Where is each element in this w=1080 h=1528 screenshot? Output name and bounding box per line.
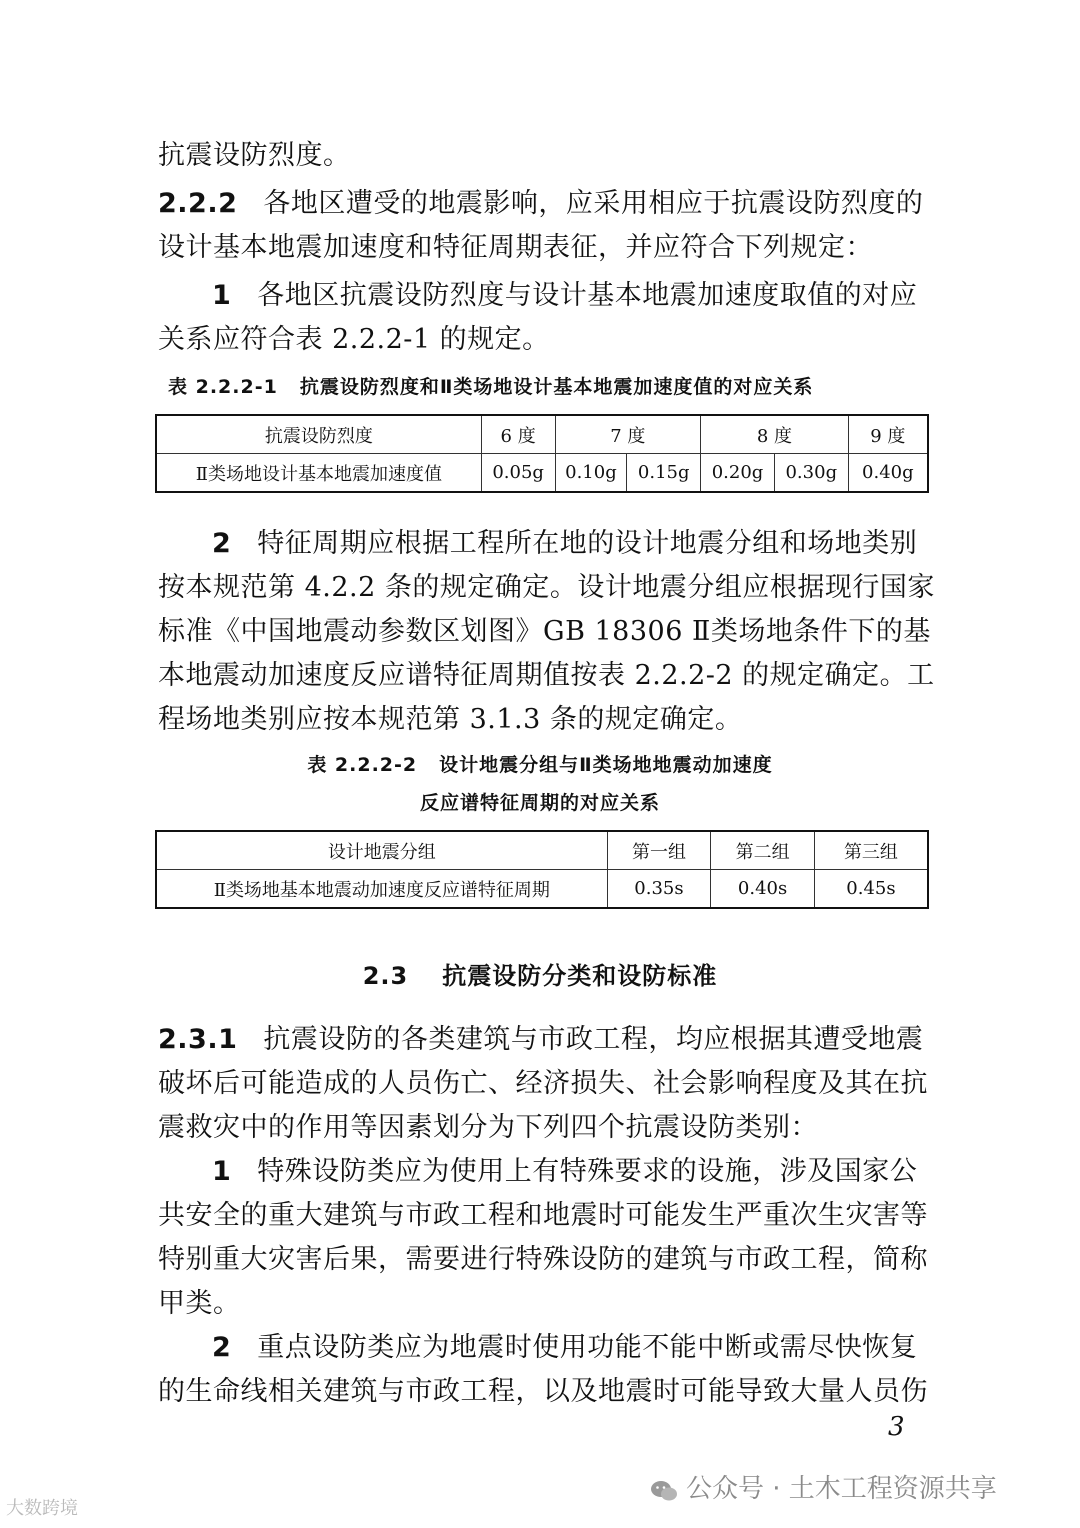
table-1-value-cell: 0.05g [481, 454, 555, 493]
clause-number: 2.2.2 [158, 188, 238, 219]
item-number: 1 [212, 280, 232, 311]
clause-2-3-1-line [158, 1018, 930, 1062]
item-text: 特征周期应根据工程所在地的设计地震分组和场地类别 [257, 528, 918, 559]
item-number: 1 [212, 1156, 232, 1187]
watermark-text: 公众号 · 土木工程资源共享 [686, 1474, 997, 1504]
table-1-degree-cell: 9 度 [848, 415, 928, 454]
item-text: 重点设防类应为地震时使用功能不能中断或需尽快恢复 [257, 1332, 918, 1363]
table-1-degree-cell: 7 度 [555, 415, 701, 454]
paragraph-line: 程场地类别应按本规范第 3.1.3 条的规定确定。 [158, 704, 743, 735]
table-1-row1-header: 抗震设防烈度 [156, 415, 481, 454]
paragraph-line: 本地震动加速度反应谱特征周期值按表 2.2.2-2 的规定确定。工 [158, 660, 935, 691]
paragraph-line: 共安全的重大建筑与市政工程和地震时可能发生严重次生灾害等 [158, 1200, 928, 1231]
paragraph-line: 关系应符合表 2.2.2-1 的规定。 [158, 324, 550, 355]
section-heading [0, 958, 1080, 994]
category-2-line [212, 1326, 930, 1370]
table-1 [155, 414, 929, 493]
item-number: 2 [212, 528, 232, 559]
table-1-degree-cell: 8 度 [701, 415, 849, 454]
paragraph-line: 抗震设防烈度。 [158, 140, 351, 171]
table-1-value-cell: 0.30g [774, 454, 848, 493]
paragraph-line: 甲类。 [158, 1288, 241, 1319]
item-text: 各地区抗震设防烈度与设计基本地震加速度取值的对应 [257, 280, 918, 311]
item-2-line [212, 522, 930, 566]
table-2-title: 设计地震分组与Ⅱ类场地地震动加速度 [439, 754, 773, 776]
table-1-title: 抗震设防烈度和Ⅱ类场地设计基本地震加速度值的对应关系 [299, 376, 814, 398]
item-text: 特殊设防类应为使用上有特殊要求的设施，涉及国家公 [257, 1156, 918, 1187]
paragraph-line: 的生命线相关建筑与市政工程，以及地震时可能导致大量人员伤 [158, 1376, 928, 1407]
table-1-value-cell: 0.10g [555, 454, 627, 493]
item-number: 2 [212, 1332, 232, 1363]
table-2-label: 表 2.2.2-2 [307, 754, 418, 776]
section-title: 抗震设防分类和设防标准 [442, 962, 718, 990]
paragraph-line: 标准《中国地震动参数区划图》GB 18306 Ⅱ类场地条件下的基 [158, 616, 931, 647]
table-2-row2-header: Ⅱ类场地基本地震动加速度反应谱特征周期 [156, 870, 607, 909]
table-2-period-cell: 0.40s [711, 870, 815, 909]
clause-2-2-2-line [158, 182, 930, 226]
table-2-row1-header: 设计地震分组 [156, 831, 607, 870]
page-number: 3 [888, 1412, 905, 1442]
paragraph-line: 设计基本地震加速度和特征周期表征，并应符合下列规定： [158, 232, 873, 263]
wechat-icon [650, 1479, 678, 1501]
table-1-row2-header: Ⅱ类场地设计基本地震加速度值 [156, 454, 481, 493]
paragraph-line: 震救灾中的作用等因素划分为下列四个抗震设防类别： [158, 1112, 818, 1143]
table-2-group-cell: 第三组 [814, 831, 928, 870]
table-2-period-cell: 0.45s [814, 870, 928, 909]
table-1-value-cell: 0.40g [848, 454, 928, 493]
table-2-group-cell: 第一组 [607, 831, 711, 870]
table-2-period-cell: 0.35s [607, 870, 711, 909]
table-1-value-cell: 0.20g [701, 454, 775, 493]
table-2-caption [0, 750, 1080, 780]
table-1-value-cell: 0.15g [627, 454, 701, 493]
table-1-degree-cell: 6 度 [481, 415, 555, 454]
watermark-corner: 大数跨境 [6, 1498, 78, 1519]
paragraph-line: 特别重大灾害后果，需要进行特殊设防的建筑与市政工程，简称 [158, 1244, 928, 1275]
item-1-line [212, 274, 930, 318]
clause-text: 各地区遭受的地震影响，应采用相应于抗震设防烈度的 [263, 188, 924, 219]
paragraph-line: 破坏后可能造成的人员伤亡、经济损失、社会影响程度及其在抗 [158, 1068, 928, 1099]
table-1-label: 表 2.2.2-1 [168, 376, 278, 398]
table-2-caption-line2: 反应谱特征周期的对应关系 [419, 792, 660, 814]
clause-number: 2.3.1 [158, 1024, 238, 1055]
section-number: 2.3 [362, 962, 409, 990]
table-2 [155, 830, 929, 909]
table-1-caption [168, 372, 813, 402]
category-1-line [212, 1150, 930, 1194]
watermark [650, 1468, 997, 1505]
paragraph-line: 按本规范第 4.2.2 条的规定确定。设计地震分组应根据现行国家 [158, 572, 935, 603]
clause-text: 抗震设防的各类建筑与市政工程，均应根据其遭受地震 [263, 1024, 924, 1055]
table-2-group-cell: 第二组 [711, 831, 815, 870]
